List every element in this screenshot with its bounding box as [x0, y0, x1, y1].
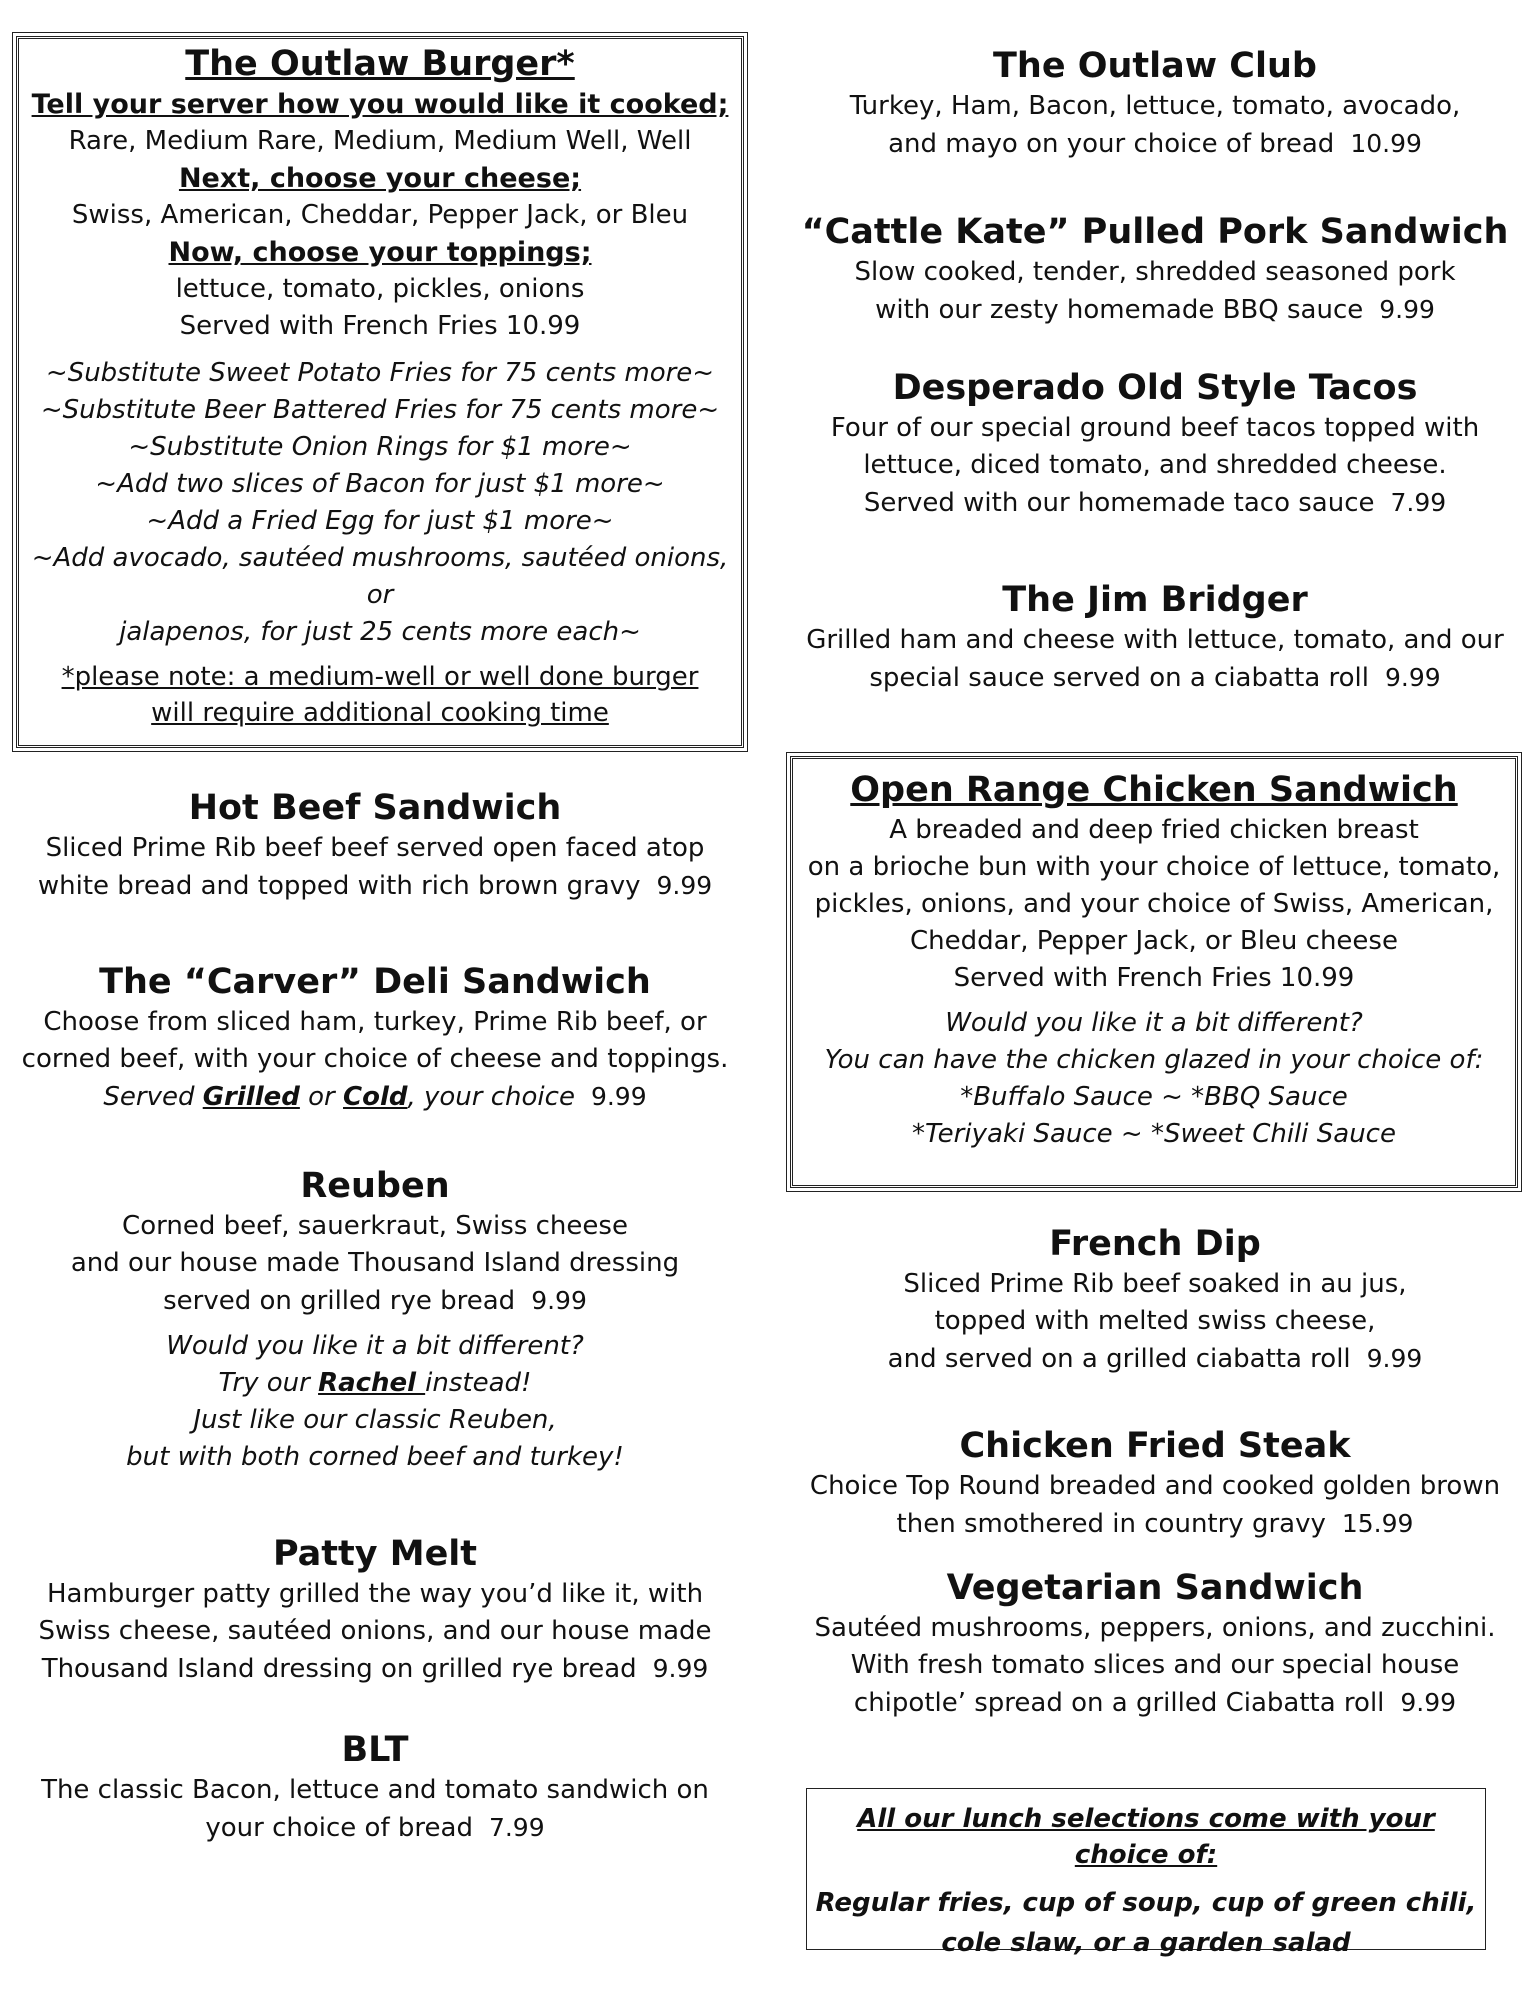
hot-beef-desc: Sliced Prime Rib beef beef served open faced atop — [45, 833, 705, 863]
tacos-desc: Four of our special ground beef tacos topped with — [830, 413, 1480, 443]
hot-beef-price: 9.99 — [656, 871, 713, 900]
hot-beef-title: Hot Beef Sandwich — [188, 788, 562, 828]
blt-title: BLT — [341, 1730, 409, 1770]
burger-served-line: Served with French Fries 10.99 — [179, 311, 581, 341]
patty-melt-title: Patty Melt — [272, 1534, 478, 1574]
outlaw-burger-title: The Outlaw Burger* — [185, 44, 575, 84]
burger-note: *please note: a medium-well or well done burger — [61, 662, 699, 692]
french-dip-desc: topped with melted swiss cheese, — [934, 1306, 1376, 1336]
outlaw-club-title: The Outlaw Club — [993, 46, 1317, 86]
carver-desc: Choose from sliced ham, turkey, Prime Rib beef, or — [43, 1007, 707, 1037]
french-dip-title: French Dip — [1049, 1224, 1261, 1264]
carver-desc: corned beef, with your choice of cheese and toppings. — [21, 1044, 729, 1074]
french-dip-section — [790, 1222, 1520, 1378]
reuben-alt: but with both corned beef and turkey! — [126, 1442, 624, 1472]
chicken-fried-steak-desc: Choice Top Round breaded and cooked golden brown — [809, 1471, 1501, 1501]
burger-price: 10.99 — [505, 311, 581, 341]
lunch-sides-box — [806, 1788, 1486, 1958]
open-range-desc: Served with French Fries 10.99 — [953, 963, 1355, 993]
carver-served: Served Grilled or Cold, your choice 9.99 — [103, 1082, 647, 1112]
open-range-desc: A breaded and deep fried chicken breast — [889, 815, 1419, 845]
carver-title: The “Carver” Deli Sandwich — [99, 962, 651, 1002]
burger-addon: ~Substitute Sweet Potato Fries for 75 cents more~ — [45, 358, 715, 388]
blt-section — [10, 1728, 740, 1847]
cattle-kate-desc: with our zesty homemade BBQ sauce 9.99 — [875, 295, 1435, 325]
toppings-options: lettuce, tomato, pickles, onions — [175, 274, 585, 304]
reuben-section — [10, 1164, 740, 1476]
vegetarian-desc: With fresh tomato slices and our special house — [850, 1650, 1460, 1680]
blt-price: 7.99 — [488, 1813, 545, 1842]
burger-addon: ~Substitute Beer Battered Fries for 75 cents more~ — [40, 395, 720, 425]
cattle-kate-section — [790, 210, 1520, 329]
reuben-alt: Would you like it a bit different? — [166, 1331, 584, 1361]
outlaw-club-desc: Turkey, Ham, Bacon, lettuce, tomato, avocado, — [849, 91, 1461, 121]
open-range-desc: on a brioche bun with your choice of lettuce, tomato, — [807, 852, 1501, 882]
carver-price: 9.99 — [590, 1082, 647, 1111]
carver-section — [10, 960, 740, 1116]
cattle-kate-desc: Slow cooked, tender, shredded seasoned pork — [854, 257, 1456, 287]
burger-note: will require additional cooking time — [151, 698, 609, 728]
vegetarian-price: 9.99 — [1400, 1688, 1457, 1717]
lunch-sides-title: All our lunch selections come with your choice of: — [857, 1804, 1435, 1870]
french-dip-price: 9.99 — [1366, 1344, 1423, 1373]
burger-addon: ~Add two slices of Bacon for just $1 more~ — [95, 469, 665, 499]
rachel-name: Rachel — [318, 1368, 426, 1398]
patty-melt-desc: Thousand Island dressing on grilled rye bread 9.99 — [41, 1654, 709, 1684]
outlaw-club-price: 10.99 — [1350, 129, 1422, 158]
reuben-desc: Corned beef, sauerkraut, Swiss cheese — [122, 1211, 628, 1241]
burger-addon: ~Add a Fried Egg for just $1 more~ — [146, 506, 614, 536]
reuben-desc: served on grilled rye bread 9.99 — [163, 1286, 587, 1316]
hot-beef-desc: white bread and topped with rich brown gravy 9.99 — [37, 871, 713, 901]
hot-beef-section — [10, 786, 740, 905]
tacos-price: 7.99 — [1390, 488, 1447, 517]
outlaw-burger-section — [16, 42, 744, 731]
chicken-fried-steak-price: 15.99 — [1341, 1509, 1414, 1538]
lunch-sides-line: cole slaw, or a garden salad — [941, 1928, 1351, 1958]
open-range-alt: Would you like it a bit different? — [945, 1008, 1363, 1038]
cheese-options: Swiss, American, Cheddar, Pepper Jack, or Bleu — [71, 200, 689, 230]
tacos-desc: lettuce, diced tomato, and shredded cheese. — [863, 450, 1447, 480]
reuben-title: Reuben — [300, 1166, 450, 1206]
vegetarian-section — [790, 1566, 1520, 1722]
cook-step-heading: Tell your server how you would like it cooked; — [31, 89, 729, 120]
burger-addon: ~Add avocado, sautéed mushrooms, sautéed onions, or — [31, 543, 729, 610]
french-dip-desc: and served on a grilled ciabatta roll 9.99 — [887, 1344, 1423, 1374]
lunch-sides-line: Regular fries, cup of soup, cup of green chili, — [815, 1888, 1477, 1918]
open-range-price: 10.99 — [1279, 963, 1355, 993]
patty-melt-price: 9.99 — [652, 1654, 709, 1683]
outlaw-club-desc: and mayo on your choice of bread 10.99 — [888, 129, 1422, 159]
vegetarian-desc: chipotle’ spread on a grilled Ciabatta roll 9.99 — [853, 1688, 1457, 1718]
burger-addon: ~Substitute Onion Rings for $1 more~ — [128, 432, 632, 462]
patty-melt-desc: Swiss cheese, sautéed onions, and our house made — [38, 1616, 712, 1646]
jim-bridger-section — [790, 578, 1520, 697]
toppings-step-heading: Now, choose your toppings; — [168, 237, 592, 268]
open-range-desc: Cheddar, Pepper Jack, or Bleu cheese — [910, 926, 1398, 956]
french-dip-desc: Sliced Prime Rib beef soaked in au jus, — [903, 1269, 1407, 1299]
chicken-fried-steak-section — [790, 1424, 1520, 1543]
reuben-price: 9.99 — [531, 1286, 587, 1315]
chicken-fried-steak-desc: then smothered in country gravy 15.99 — [896, 1509, 1414, 1539]
blt-desc: The classic Bacon, lettuce and tomato sandwich on — [41, 1775, 709, 1805]
blt-desc: your choice of bread 7.99 — [205, 1813, 545, 1843]
burger-addon: jalapenos, for just 25 cents more each~ — [119, 617, 641, 647]
reuben-alt: Just like our classic Reuben, — [193, 1405, 557, 1435]
cook-options: Rare, Medium Rare, Medium, Medium Well, Well — [68, 126, 692, 156]
vegetarian-title: Vegetarian Sandwich — [946, 1568, 1364, 1608]
open-range-alt: You can have the chicken glazed in your choice of: — [824, 1045, 1484, 1075]
jim-bridger-price: 9.99 — [1385, 663, 1441, 692]
cattle-kate-price: 9.99 — [1379, 295, 1435, 324]
patty-melt-desc: Hamburger patty grilled the way you’d like it, with — [46, 1579, 704, 1609]
reuben-alt: Try our Rachel instead! — [218, 1368, 532, 1398]
reuben-desc: and our house made Thousand Island dressing — [70, 1248, 680, 1278]
chicken-fried-steak-title: Chicken Fried Steak — [959, 1426, 1351, 1466]
tacos-section — [790, 366, 1520, 522]
cheese-step-heading: Next, choose your cheese; — [178, 163, 582, 194]
jim-bridger-title: The Jim Bridger — [1002, 580, 1308, 620]
patty-melt-section — [10, 1532, 740, 1688]
jim-bridger-desc: Grilled ham and cheese with lettuce, tomato, and our — [806, 625, 1504, 655]
tacos-desc: Served with our homemade taco sauce 7.99 — [863, 488, 1447, 518]
jim-bridger-desc: special sauce served on a ciabatta roll 9.99 — [869, 663, 1441, 693]
vegetarian-desc: Sautéed mushrooms, peppers, onions, and zucchini. — [814, 1613, 1496, 1643]
open-range-desc: pickles, onions, and your choice of Swiss, American, — [814, 889, 1494, 919]
tacos-title: Desperado Old Style Tacos — [892, 368, 1418, 408]
open-range-sauces: *Teriyaki Sauce ~ *Sweet Chili Sauce — [912, 1119, 1396, 1149]
open-range-title: Open Range Chicken Sandwich — [850, 770, 1458, 810]
outlaw-club-section — [790, 44, 1520, 163]
open-range-section — [790, 768, 1518, 1153]
open-range-sauces: *Buffalo Sauce ~ *BBQ Sauce — [960, 1082, 1348, 1112]
cattle-kate-title: “Cattle Kate” Pulled Pork Sandwich — [801, 212, 1509, 252]
